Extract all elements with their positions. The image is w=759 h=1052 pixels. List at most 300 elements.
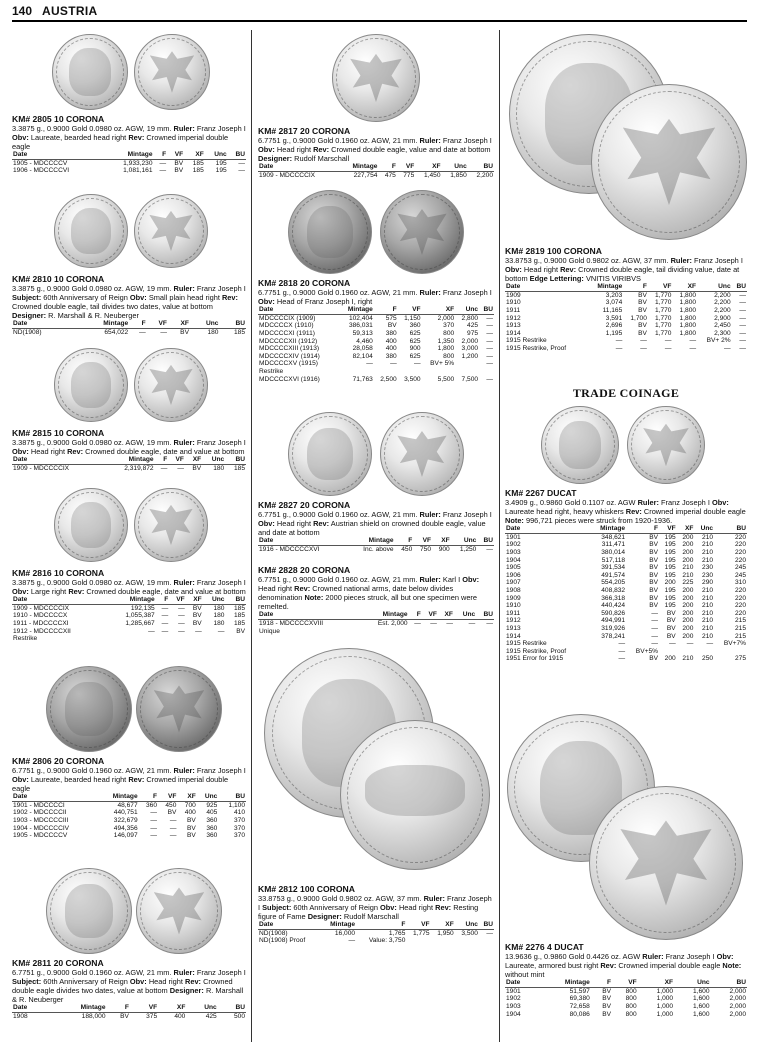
table-cell: — [366,360,373,368]
table-cell: 800 [443,329,455,337]
column-header: Date [506,525,521,533]
table-cell: 1909 - MDCCCCIX [259,171,316,179]
table-cell: — [486,322,493,330]
table-cell: BV [174,167,184,175]
column-header: F [416,611,421,619]
table-cell: — [446,619,453,627]
table-row [12,628,246,636]
table-cell: 1,800 [437,345,455,353]
page-number: 140 [12,4,33,18]
table-cell: 1908 [13,1012,28,1020]
column-divider [499,30,500,1042]
column-header: Date [13,793,28,801]
table-cell: — [739,314,746,322]
column-header: BU [483,537,493,545]
table-cell: Restrike [259,367,284,375]
table-cell: 1915 Restrike, Proof [506,345,567,353]
table-cell: 310 [734,579,746,587]
table-cell: — [161,619,169,627]
table-cell: 1910 [506,299,521,307]
table-cell: 1908 [506,587,521,595]
table-cell: 625 [409,329,421,337]
table-cell: — [486,375,493,383]
column-header: Mintage [129,596,155,604]
table-cell: 227,754 [353,171,378,179]
column-header: XF [445,921,454,929]
coin-reverse-image [134,488,208,562]
table-cell: — [486,619,493,627]
mintage-table [505,525,747,663]
table-cell: 220 [734,549,746,557]
column-header: XF [432,163,441,171]
column-header: Date [259,537,274,545]
table-cell: 375 [146,1012,158,1020]
table-cell [455,360,479,368]
table-cell: — [160,464,168,472]
column-header: Unc [463,537,477,545]
column-header: BU [736,979,746,987]
table-cell: 2,200 [714,299,731,307]
table-cell: BV+ 2% [706,337,731,345]
table-cell: 366,318 [601,594,626,602]
table-cell: — [150,824,158,832]
table-cell: 1912 [506,617,521,625]
table-row [505,655,747,663]
table-cell: — [161,604,169,612]
table-cell: 1912 - MDCCCCXII [13,627,71,635]
coin-reverse-image [627,406,705,484]
table-cell: 1,055,387 [125,612,155,620]
table-cell: 230 [702,571,714,579]
table-cell: 1,150 [404,314,421,322]
table-cell: 180 [213,619,225,627]
table-cell: — [178,619,185,627]
table-cell: BV [192,612,202,620]
coin-description: 6.7751 g., 0.9000 Gold 0.1960 oz. AGW, 21 mm. Ruler: Franz Joseph I Obv: Head right Rev: Austrian shield on crowned double eagle, value and date at bottom [258,510,492,538]
table-cell: 370 [233,817,245,825]
coin-description: 6.7751 g., 0.9000 Gold 0.1960 oz. AGW, 21 mm. Ruler: Franz Joseph I Obv: Laureate, bearded head right Rev: Crowned imperial double eagle [12,766,246,794]
column-header: F [124,1004,129,1012]
table-row [505,572,747,580]
coin-description: 33.8753 g., 0.9000 Gold 0.9802 oz. AGW, 37 mm. Ruler: Franz Joseph I Subject: 60th Anniversary of Reign Obv: Head right Rev: Resting figure of Fame Designer: Rudolf Marschall [258,894,492,922]
table-cell: — [664,337,672,345]
table-cell: 1,600 [693,987,710,995]
table-row [505,617,747,625]
column-header: Unc [211,596,225,604]
table-cell: BV+7% [723,640,746,648]
table-cell: 2,200 [714,307,731,315]
coin-images [505,34,747,246]
table-cell: 386,031 [348,322,373,330]
table-cell: 1,000 [656,995,674,1003]
table-cell: BV [638,291,647,299]
table-cell: 554,205 [601,579,626,587]
table-cell: BV [649,541,658,549]
table-cell: 1,350 [437,337,455,345]
column-header: XF [687,283,697,291]
column-header: Unc [211,456,225,464]
table-cell: BV [638,322,647,330]
table-cell: 1951 Error for 1915 [506,655,564,663]
table-cell [398,368,422,376]
table-cell: — [148,627,155,635]
table-cell: 391,534 [601,564,626,572]
table-cell: ND(1908) Proof [259,937,306,945]
table-cell: 654,022 [104,328,129,336]
column-header: XF [176,1004,186,1012]
table-row [258,929,494,937]
table-cell [225,635,246,643]
table-cell: 2,800 [461,314,479,322]
table-cell: 3,500 [404,375,421,383]
coin-reverse-image [136,868,222,954]
table-row [258,322,494,330]
coin-obverse-image [288,412,372,496]
table-cell: — [161,612,169,620]
catalog-entry-km2812 [258,648,494,945]
table-cell: 1,950 [437,929,454,937]
coin-images [505,406,747,488]
coin-description: 3.3875 g., 0.9000 Gold 0.0980 oz. AGW, 19 mm. Ruler: Franz Joseph I Subject: 60th Anniversary of Reign Obv: Small plain head right Rev: Crowned double eagle, tail divides two dates, value at bottom Designer: R. Marshall & R. Neuberger [12,284,246,321]
section-heading-trade-coinage: TRADE COINAGE [572,386,680,400]
table-row [505,640,747,648]
mintage-table [12,793,246,840]
table-cell: 450 [165,801,177,809]
table-cell: 1904 [506,556,521,564]
table-cell: 245 [734,571,746,579]
km-title: KM# 2816 10 CORONA [12,568,105,578]
table-cell: — [159,159,167,167]
table-cell: 1,600 [693,1003,710,1011]
column-header: XF [445,306,455,314]
table-cell: 1,450 [424,171,441,179]
table-row [258,937,494,945]
column-header: XF [444,611,453,619]
table-header-row [505,283,747,291]
table-cell: 1915 Restrike [506,337,547,345]
table-cell: 185 [233,619,245,627]
column-header: F [163,456,168,464]
table-cell: — [739,291,746,299]
table-row [505,533,747,541]
table-cell: 185 [233,464,245,472]
coin-images [12,666,246,756]
table-row [12,817,246,825]
table-cell: 425 [205,1012,217,1020]
table-cell: — [195,627,202,635]
catalog-entry-km2828 [258,565,494,635]
table-row [505,307,747,315]
table-cell [431,937,455,945]
table-cell: 2,200 [476,171,493,179]
table-cell: 195 [664,564,676,572]
table-cell: BV [649,655,658,663]
table-cell: — [414,619,421,627]
column-header: Mintage [127,151,153,159]
table-cell: 200 [664,579,676,587]
table-cell: 800 [443,352,455,360]
table-row [505,987,747,995]
table-row [12,809,246,817]
table-cell: 925 [206,801,218,809]
table-cell: 185 [192,159,204,167]
table-cell: 1,000 [656,987,674,995]
table-row [505,595,747,603]
column-header: Date [259,163,274,171]
table-cell: — [486,360,493,368]
column-header: Mintage [597,283,623,291]
table-row [505,610,747,618]
table-cell: 7,500 [461,375,479,383]
table-cell: 380 [385,352,397,360]
column-header: Unc [454,163,467,171]
table-cell: 1903 [506,1003,521,1011]
coin-obverse-image [54,194,128,268]
table-cell: 215 [734,617,746,625]
table-cell: 230 [702,564,714,572]
table-row [505,557,747,565]
coin-reverse-image [340,720,490,870]
coin-images [505,714,747,942]
table-header-row [258,921,494,929]
table-cell: BV [649,571,658,579]
table-cell: 2,300 [714,329,731,337]
column-header: BU [235,320,245,328]
table-cell: 215 [734,625,746,632]
table-cell: — [739,299,746,307]
column-header: F [642,283,647,291]
table-cell: 210 [702,533,714,541]
table-cell: 59,313 [352,329,373,337]
table-cell: 200 [682,625,694,632]
table-cell: — [468,619,476,627]
mintage-table [12,1004,246,1020]
table-cell: 1904 [506,1010,521,1018]
table-cell: 1914 [506,632,521,640]
table-cell: 1,770 [654,299,672,307]
coin-description: 13.9636 g., 0.9860 Gold 0.4426 oz. AGW Ruler: Franz Joseph I Obv: Laureate, armored bust right Rev: Crowned imperial double eagle Note: without mint [505,952,742,980]
table-cell: — [664,345,672,353]
mintage-table [12,320,246,336]
table-cell: 408,832 [601,587,626,595]
table-cell: 220 [734,541,746,549]
table-cell: — [159,167,167,175]
table-cell: 1901 [506,987,521,995]
table-cell: 250 [702,655,714,663]
table-row [258,345,494,353]
table-cell: 800 [625,1010,637,1018]
country-heading: AUSTRIA [42,4,98,18]
table-cell: BV [649,602,658,610]
table-cell: 450 [401,545,413,553]
table-cell: 200 [682,541,694,549]
table-cell: 800 [625,1003,637,1011]
table-header-row [12,320,246,328]
table-cell: 1911 - MDCCCCXI [13,619,69,627]
table-cell: 1913 [506,625,521,632]
table-cell: — [739,307,746,315]
table-cell: Inc. above [363,545,394,553]
table-cell: BV [666,609,676,617]
table-cell: 200 [682,609,694,617]
coin-reverse-image [591,84,747,240]
column-header: XF [193,596,202,604]
column-header: Mintage [80,1004,106,1012]
table-header-row [258,306,494,314]
table-cell: 1,600 [693,1010,710,1018]
table-cell: MDCCCCXV (1915) [259,360,318,368]
table-cell: 322,679 [113,817,138,825]
table-cell: BV [120,1012,129,1020]
table-cell: 2,319,872 [124,464,154,472]
table-cell: 1915 Restrike [506,640,547,648]
coin-images [258,190,494,278]
table-cell: 28,058 [352,345,373,353]
table-cell: 1,770 [654,329,672,337]
coin-description: 6.7751 g., 0.9000 Gold 0.1960 oz. AGW, 21 mm. Ruler: Franz Joseph I Obv: Head of Franz Joseph I, right [258,288,492,307]
table-cell: 185 [233,612,245,620]
coin-description: 33.8753 g., 0.9000 Gold 0.9802 oz. AGW, 37 mm. Ruler: Franz Joseph I Obv: Head right Rev: Crowned double eagle, tail dividing value, date at bottom Edge Lettering: VNITIS VIRIBVS [505,256,743,284]
table-header-row [12,1004,246,1012]
table-cell: 220 [734,587,746,595]
coin-obverse-image [54,488,128,562]
column-header: BU [736,525,746,533]
table-cell: 380,014 [601,549,626,557]
coin-obverse-image [52,34,128,110]
table-cell: — [486,314,493,322]
column-header: BU [483,163,493,171]
table-cell: 1,800 [679,291,697,299]
table-cell: 517,118 [601,556,626,564]
coin-reverse-image [380,190,464,274]
column-header: Mintage [564,979,590,987]
table-cell: 1910 [506,602,521,610]
table-cell: 1,800 [679,322,697,330]
table-cell [438,628,454,636]
table-cell [694,648,714,656]
table-cell: 11,165 [602,307,623,315]
coin-obverse-image [541,406,619,484]
table-cell: — [150,809,158,817]
km-title: KM# 2276 4 DUCAT [505,942,584,952]
table-cell: 1916 - MDCCCCXVI [259,545,320,553]
table-cell: 1,000 [656,1003,674,1011]
table-cell: 590,826 [601,609,626,617]
table-cell: 210 [702,587,714,595]
table-cell: — [618,647,626,655]
table-cell: 225 [682,579,694,587]
table-cell: 3,074 [605,299,623,307]
km-title: KM# 2817 20 CORONA [258,126,351,136]
table-cell: MDCCCCIX (1909) [259,314,316,322]
column-header: Date [259,611,274,619]
column-header: Mintage [128,456,154,464]
table-cell: BV [180,328,189,336]
table-cell [339,368,374,376]
table-row [12,635,246,643]
table-cell: 2,450 [714,322,731,330]
table-header-row [12,596,246,604]
table-row [12,620,246,628]
table-row [258,330,494,338]
column-header: Unc [697,979,710,987]
table-cell: BV [187,824,196,832]
column-header: Mintage [103,320,129,328]
table-row [505,625,747,633]
table-cell: 1906 - MDCCCCVI [13,167,70,175]
table-cell: 440,424 [601,602,626,610]
table-header-row [258,611,494,619]
table-cell: 380 [385,329,397,337]
table-cell [422,368,456,376]
table-cell: Unique [259,627,280,635]
table-cell: — [706,640,714,648]
table-cell: 400 [174,1012,186,1020]
coin-description: 6.7751 g., 0.9000 Gold 0.1960 oz. AGW, 21 mm. Ruler: Karl I Obv: Head right Rev: Crowned national arms, date below divides denomination Note: 2000 pieces struck, all but one specimen were remelted. [258,575,480,612]
table-cell: 1,600 [693,995,710,1003]
table-row [505,337,747,345]
column-header: VF [667,525,676,533]
column-header: XF [187,793,196,801]
coin-obverse-image [288,190,372,274]
table-cell: 1915 Restrike, Proof [506,647,567,655]
table-cell: 1911 [506,609,521,617]
table-cell: — [430,619,437,627]
table-cell: BV [649,579,658,587]
table-cell: 210 [702,594,714,602]
column-header: Date [506,283,521,291]
catalog-entry-km2810 [12,194,246,337]
table-cell: 290 [702,579,714,587]
table-cell: 185 [192,167,204,175]
coin-images [12,194,246,274]
column-header: Date [13,151,28,159]
mintage-table [505,979,747,1018]
table-cell: — [615,337,623,345]
table-row [12,159,246,167]
table-cell: — [689,337,697,345]
table-cell: 220 [734,533,746,541]
table-cell: 200 [682,617,694,625]
column-header: Mintage [368,537,394,545]
table-cell: 1902 - MDCCCCII [13,809,67,817]
catalog-entry-km2817 [258,34,494,179]
mintage-table [258,611,494,635]
table-cell: 400 [385,337,397,345]
table-header-row [12,151,246,159]
table-cell: — [178,612,185,620]
table-row [12,612,246,620]
table-cell [455,368,479,376]
table-row [505,579,747,587]
table-row [258,360,494,368]
catalog-entry-km2276 [505,714,747,1018]
table-cell: 210 [702,609,714,617]
table-cell: 245 [734,564,746,572]
table-cell: 195 [664,594,676,602]
table-cell: 1,081,161 [123,167,153,175]
table-cell: 975 [467,329,479,337]
table-row [505,549,747,557]
coin-images [258,34,494,126]
column-header: VF [663,283,672,291]
table-cell: BV [649,594,658,602]
table-cell: 1903 - MDCCCCIII [13,817,69,825]
mintage-table [258,537,494,553]
table-row [258,171,494,179]
table-header-row [258,163,494,171]
table-cell: 1,250 [459,545,477,553]
